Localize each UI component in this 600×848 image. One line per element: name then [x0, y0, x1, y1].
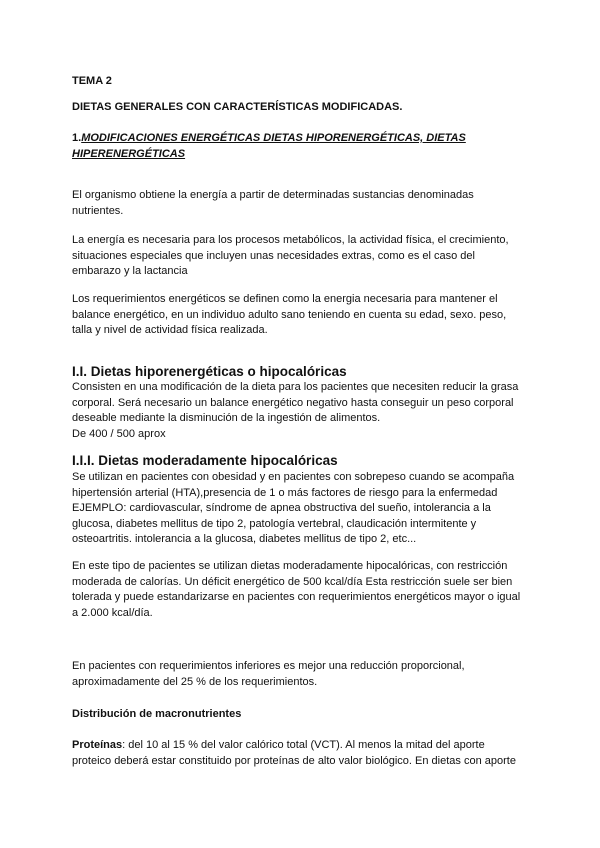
section-2-body: Se utilizan en pacientes con obesidad y en pacientes con sobrepeso cuando se acompaña hipertensión arterial (HTA),presencia de 1 o más factores de riesgo para la enfermedad EJEMPLO: cardiovascular, síndrome de apnea obstructiva del sueño, intolerancia a la glucosa, diabetes mellitus de tipo 2, patología vertebral, claudicación intermitente y osteoartritis. intolerancia a la glucosa, diabetes mellitus de tipo 2, etc... — [72, 471, 515, 545]
paragraph-3: Los requerimientos energéticos se definen como la energia necesaria para mantener el balance energético, en un individuo adulto sano teniendo en cuenta su edad, sexo. peso, talla y nivel de actividad física realizada. — [72, 293, 507, 336]
heading-1-line1: MODIFICACIONES ENERGÉTICAS DIETAS HIPORENERGÉTICAS, DIETAS — [81, 132, 466, 144]
paragraph-4: En este tipo de pacientes se utilizan dietas moderadamente hipocalóricas, con restricción moderada de calorías. Un déficit energético de 500 kcal/día Esta restricción suele ser bien tolerada y puede estandarizarse en pacientes con requerimientos energéticos mayor o igual a 2.000 kcal/día. — [72, 560, 521, 619]
macronutrients-heading: Distribución de macronutrientes — [72, 708, 242, 720]
paragraph-2: La energía es necesaria para los procesos metabólicos, la actividad física, el crecimiento, situaciones especiales que incluyen unas necesidades extras, como es el caso del embarazo y la lactancia — [72, 234, 509, 277]
paragraph-5: En pacientes con requerimientos inferiores es mejor una reducción proporcional, aproximadamente del 25 % de los requerimientos. — [72, 660, 465, 688]
paragraph-1: El organismo obtiene la energía a partir de determinadas sustancias denominadas nutrientes. — [72, 189, 474, 217]
proteinas-label: Proteínas — [72, 739, 123, 751]
section-1-body: Consisten en una modificación de la dieta para los pacientes que necesiten reducir la grasa corporal. Será necesario un balance energético negativo hasta conseguir un peso corporal deseable mediante la disminución de la ingestión de alimentos. De 400 / 500 aprox — [72, 381, 519, 440]
tema-label: TEMA 2 — [72, 75, 112, 87]
section-2-title: I.I.I. Dietas moderadamente hipocalóricas — [72, 453, 338, 468]
section-1-title: I.I. Dietas hiporenergéticas o hipocalóricas — [72, 364, 347, 379]
heading-1 — [72, 131, 532, 162]
proteinas-paragraph: Proteínas: del 10 al 15 % del valor calórico total (VCT). Al menos la mitad del aporte proteico deberá estar constituido por proteínas de alto valor biológico. En dietas con aporte — [72, 739, 516, 767]
heading-1-number: 1. — [72, 132, 82, 144]
heading-1-line2: HIPERENERGÉTICAS — [72, 147, 186, 160]
main-title: DIETAS GENERALES CON CARACTERÍSTICAS MODIFICADAS. — [72, 101, 403, 113]
